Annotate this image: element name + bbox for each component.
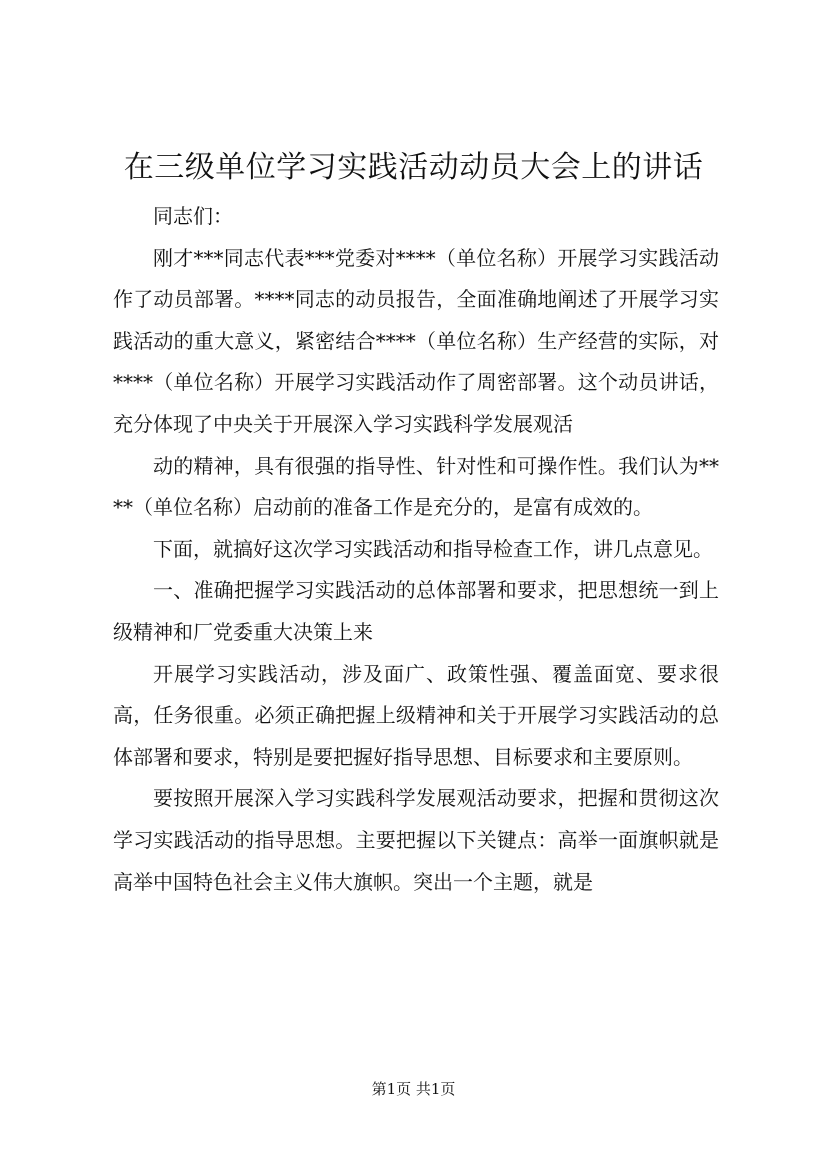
section-heading: 一、准确把握学习实践活动的总体部署和要求，把思想统一到上级精神和厂党委重大决策上来 — [113, 578, 719, 644]
body-paragraph: 动的精神，具有很强的指导性、针对性和可操作性。我们认为****（单位名称）启动前的准备工作是充分的，是富有成效的。 — [113, 453, 719, 520]
document-body — [113, 196, 719, 903]
body-paragraph: 下面，就搞好这次学习实践活动和指导检查工作，讲几点意见。 — [153, 536, 713, 561]
body-paragraph: 要按照开展深入学习实践科学发展观活动要求，把握和贯彻这次学习实践活动的指导思想。主要把握以下关键点：高举一面旗帜就是高举中国特色社会主义伟大旗帜。突出一个主题，就是 — [113, 786, 719, 894]
page-number-footer: 第1页 共1页 — [371, 1080, 456, 1098]
document-title: 在三级单位学习实践活动动员大会上的讲话 — [123, 150, 704, 185]
body-paragraph: 刚才***同志代表***党委对****（单位名称）开展学习实践活动作了动员部署。****同志的动员报告，全面准确地阐述了开展学习实践活动的重大意义，紧密结合****（单位名称）生产经营的实际，对****（单位名称）开展学习实践活动作了周密部署。这个动员讲话，充分体现了中央关于开展深入学习实践科学发展观活 — [113, 245, 719, 436]
body-paragraph: 开展学习实践活动，涉及面广、政策性强、覆盖面宽、要求很高，任务很重。必须正确把握上级精神和关于开展学习实践活动的总体部署和要求，特别是要把握好指导思想、目标要求和主要原则。 — [113, 661, 719, 769]
greeting-paragraph: 同志们： — [153, 204, 233, 228]
